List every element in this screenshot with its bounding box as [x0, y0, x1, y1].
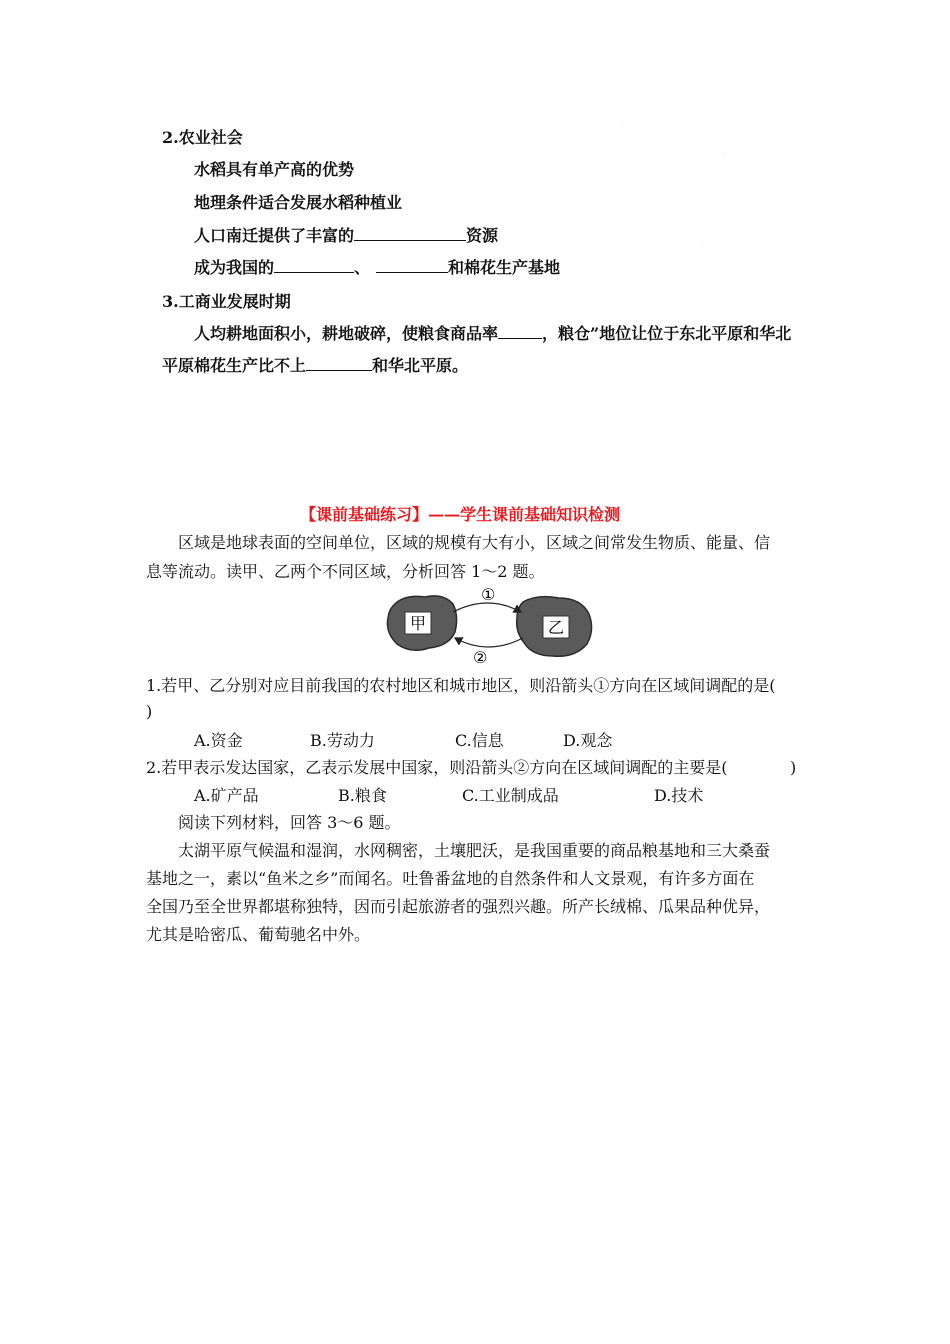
arrow-1-label: ①	[481, 585, 496, 604]
section-2-line-4	[194, 258, 560, 278]
section-3-heading: 3.工商业发展时期	[162, 292, 291, 311]
line-4-prefix: 成为我国的	[194, 258, 275, 277]
reading-paragraph-line-4: 尤其是哈密瓜、葡萄驰名中外。	[146, 925, 371, 944]
fill-blank[interactable]	[354, 226, 466, 241]
fill-blank[interactable]	[306, 356, 372, 371]
line-3-suffix: 资源	[466, 226, 499, 245]
q2-option-d[interactable]: D.技术	[654, 786, 704, 805]
section-2-line-1: 水稻具有单产高的优势	[194, 160, 355, 179]
section-3-paragraph-line-1	[194, 324, 791, 344]
section-3-paragraph-line-2	[162, 356, 468, 376]
reading-instruction: 阅读下列材料，回答 3～6 题。	[178, 813, 401, 832]
region-b-label: 乙	[547, 618, 565, 637]
arrow-1	[453, 603, 521, 612]
para-middle: ，粮仓”地位让位于东北平原和华北	[542, 324, 792, 343]
region-flow-diagram	[385, 584, 595, 666]
q2-option-a[interactable]: A.矿产品	[194, 786, 259, 805]
fill-blank[interactable]	[498, 324, 542, 339]
line-4-separator: 、	[354, 258, 371, 277]
exercise-intro-line-2: 息等流动。读甲、乙两个不同区域，分析回答 1～2 题。	[146, 562, 545, 581]
question-1-stem: 1.若甲、乙分别对应目前我国的农村地区和城市地区，则沿箭头①方向在区域间调配的是(	[146, 676, 776, 695]
fill-blank[interactable]	[274, 258, 354, 273]
para2-prefix: 平原棉花生产比不上	[162, 356, 307, 375]
q2-option-c[interactable]: C.工业制成品	[462, 786, 559, 805]
watermark-mark: ◦	[620, 120, 626, 131]
arrow-2	[455, 638, 523, 647]
question-1-stem-end: )	[146, 702, 153, 721]
reading-paragraph-line-2: 基地之一，素以“鱼米之乡”而闻名。吐鲁番盆地的自然条件和人文景观，有许多方面在	[146, 869, 755, 888]
q2-option-b[interactable]: B.粮食	[338, 786, 387, 805]
reading-paragraph-line-3: 全国乃至全世界都堪称独特，因而引起旅游者的强烈兴趣。所产长绒棉、瓜果品种优异，	[146, 897, 771, 916]
q1-option-a[interactable]: A.资金	[194, 731, 243, 750]
region-a-label: 甲	[409, 614, 427, 633]
reading-paragraph-line-1: 太湖平原气候温和湿润，水网稠密，土壤肥沃，是我国重要的商品粮基地和三大桑蚕	[178, 841, 771, 860]
section-2-line-3	[194, 226, 498, 246]
q1-option-d[interactable]: D.观念	[563, 731, 613, 750]
line-4-suffix: 和棉花生产基地	[448, 258, 561, 277]
section-2-heading: 2.农业社会	[162, 128, 243, 147]
exercise-title: 【课前基础练习】——学生课前基础知识检测	[300, 505, 621, 524]
q1-option-b[interactable]: B.劳动力	[310, 731, 375, 750]
watermark-mark: ◦	[720, 150, 726, 161]
question-2-stem: 2.若甲表示发达国家，乙表示发展中国家，则沿箭头②方向在区域间调配的主要是(	[146, 758, 728, 777]
line-3-prefix: 人口南迁提供了丰富的	[194, 226, 355, 245]
arrow-2-label: ②	[473, 648, 488, 666]
fill-blank[interactable]	[376, 258, 448, 273]
q1-option-c[interactable]: C.信息	[455, 731, 504, 750]
watermark-mark: ◦	[700, 240, 706, 251]
exercise-intro-line-1: 区域是地球表面的空间单位，区域的规模有大有小，区域之间常发生物质、能量、信	[178, 533, 771, 552]
question-2-stem-end: )	[790, 758, 797, 777]
section-2-line-2: 地理条件适合发展水稻种植业	[194, 193, 403, 212]
para2-suffix: 和华北平原。	[372, 356, 469, 375]
para-prefix: 人均耕地面积小，耕地破碎，使粮食商品率	[194, 324, 499, 343]
